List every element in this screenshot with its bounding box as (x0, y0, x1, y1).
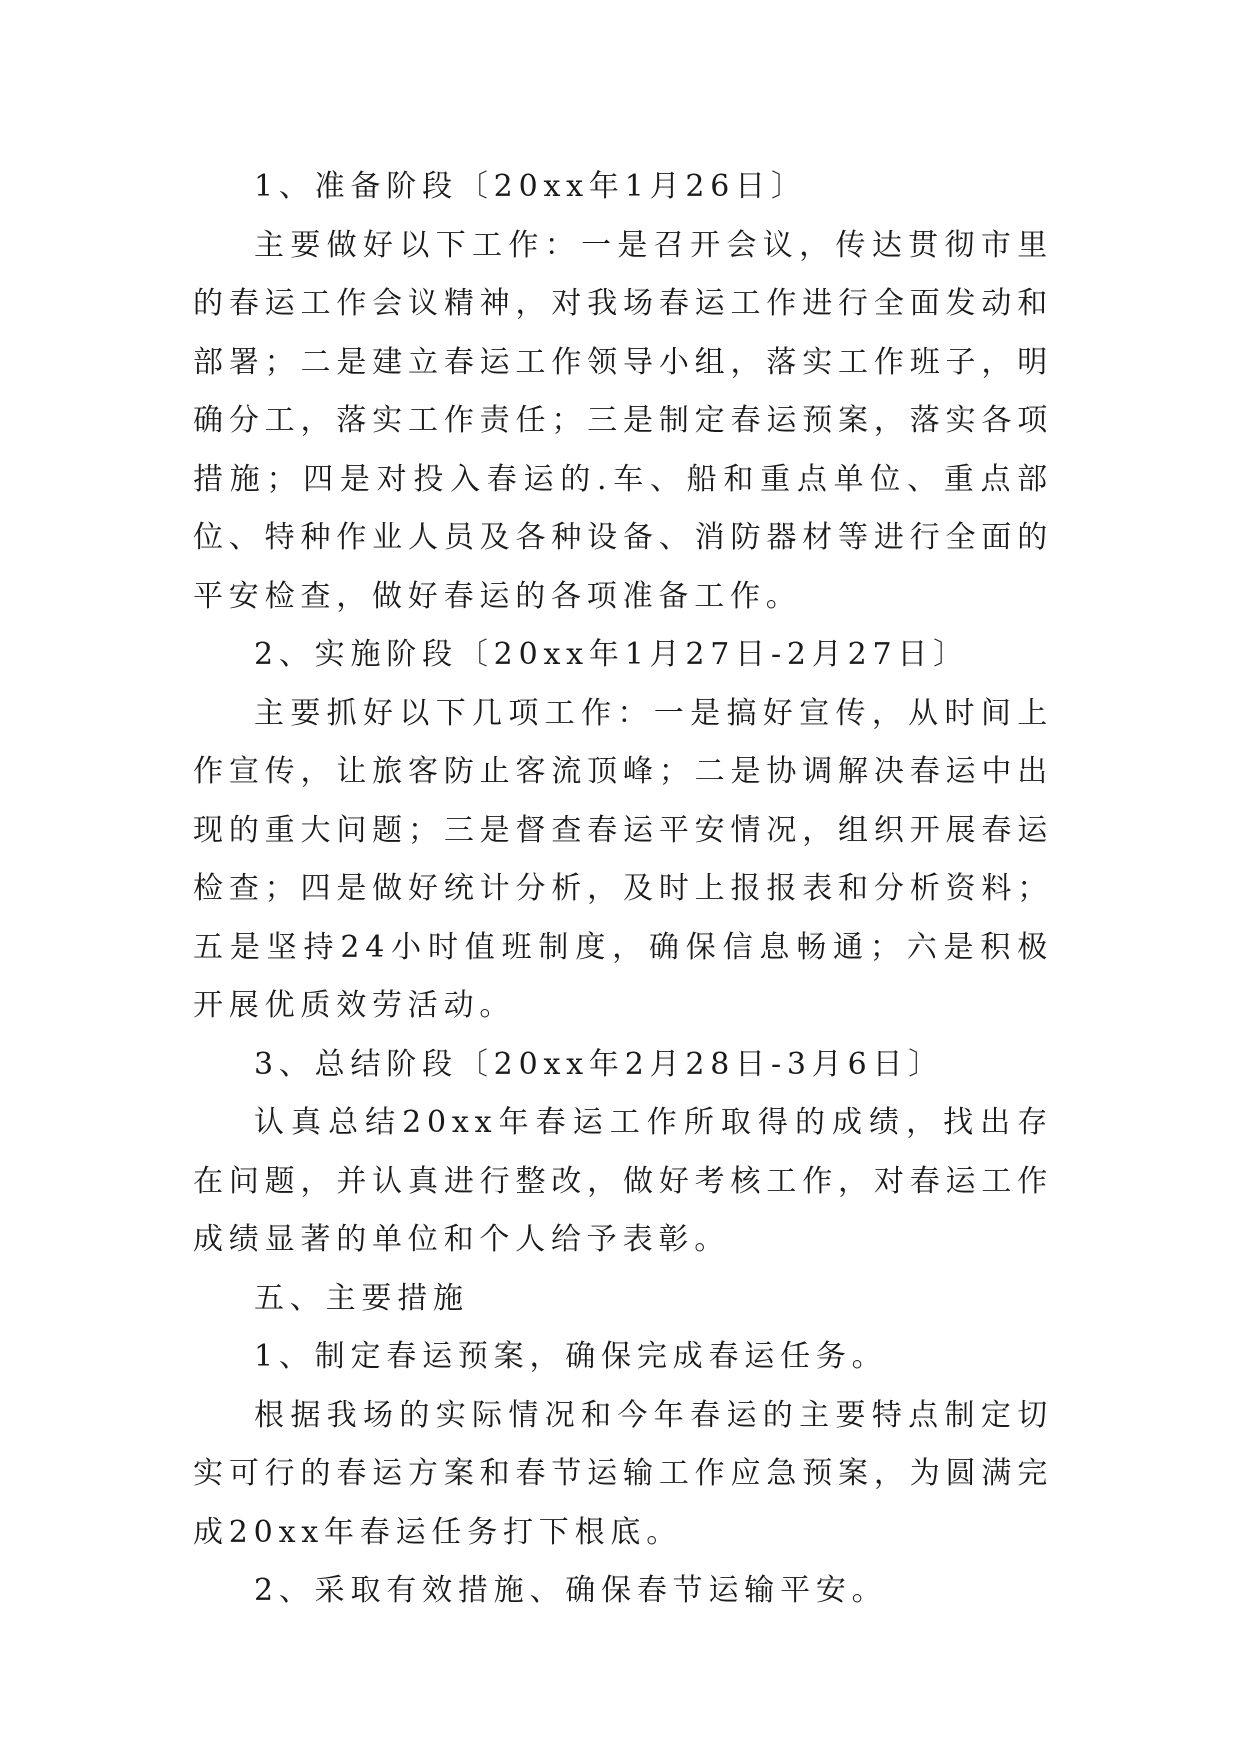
document-body (193, 158, 1053, 1621)
section-heading-measures: 五、主要措施 (254, 1280, 469, 1316)
paragraph-stage-2-body: 主要抓好以下几项工作：一是搞好宣传，从时间上作宣传，让旅客防止客流顶峰；二是协调解决春运中出现的重大问题；三是督查春运平安情况，组织开展春运检查；四是做好统计分析，及时上报报表和分析资料；五是坚持24小时值班制度，确保信息畅通；六是积极开展优质效劳活动。 (193, 695, 1053, 1023)
heading-stage-2: 2、实施阶段〔20xx年1月27日-2月27日〕 (254, 637, 969, 672)
heading-measure-1: 1、制定春运预案，确保完成春运任务。 (254, 1339, 888, 1374)
heading-stage-3: 3、总结阶段〔20xx年2月28日-3月6日〕 (254, 1046, 945, 1082)
paragraph-stage-3-body: 认真总结20xx年春运工作所取得的成绩，找出存在问题，并认真进行整改，做好考核工作，对春运工作成绩显著的单位和个人给予表彰。 (193, 1105, 1053, 1257)
paragraph-stage-1-body: 主要做好以下工作：一是召开会议，传达贯彻市里的春运工作会议精神，对我场春运工作进行全面发动和部署；二是建立春运工作领导小组，落实工作班子，明确分工，落实工作责任；三是制定春运预案，落实各项措施；四是对投入春运的.车、船和重点单位、重点部位、特种作业人员及各种设备、消防器材等进行全面的平安检查，做好春运的各项准备工作。 (193, 227, 1053, 614)
heading-stage-1: 1、准备阶段〔20xx年1月26日〕 (254, 169, 807, 204)
heading-measure-2: 2、采取有效措施、确保春节运输平安。 (254, 1573, 888, 1608)
paragraph-measure-1-body: 根据我场的实际情况和今年春运的主要特点制定切实可行的春运方案和春节运输工作应急预案，为圆满完成20xx年春运任务打下根底。 (193, 1397, 1053, 1550)
